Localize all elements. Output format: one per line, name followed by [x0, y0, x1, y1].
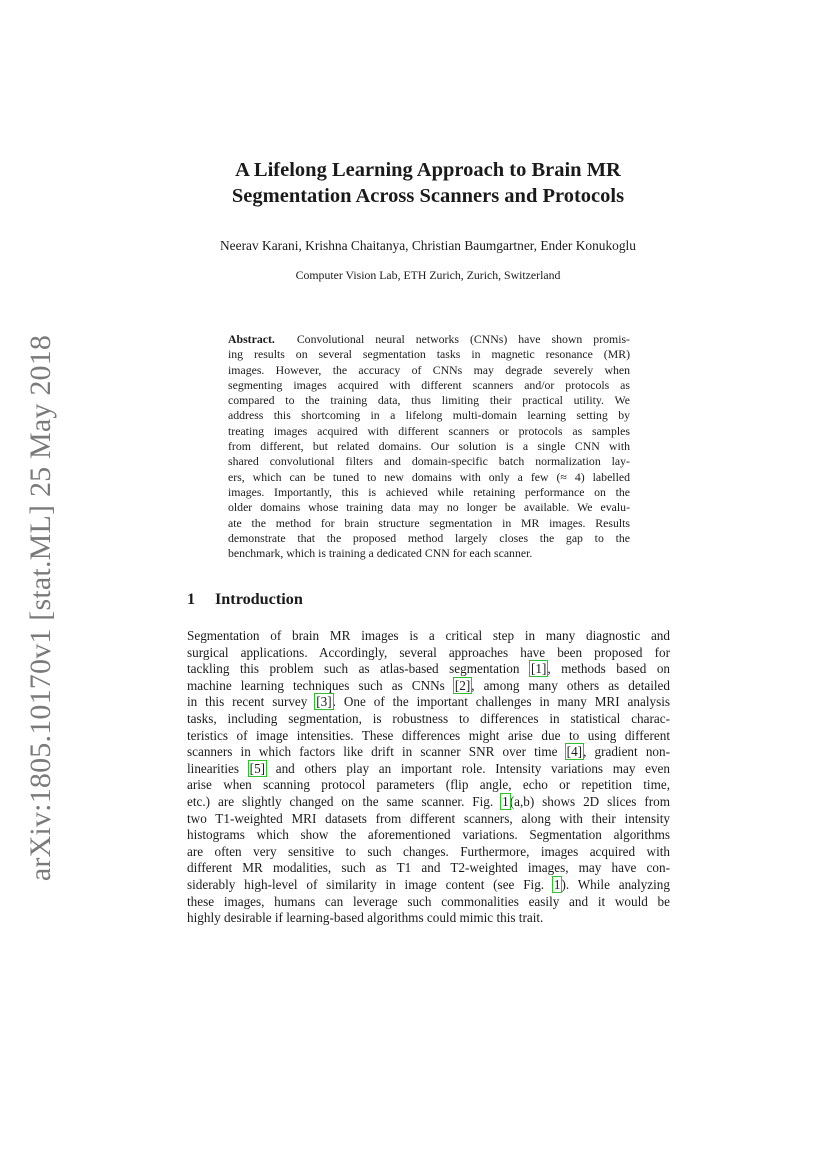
body-line: machine learning techniques such as CNNs [2], among many others as detailed [187, 677, 670, 693]
abstract-line: ing results on several segmentation tasks in magnetic resonance (MR) [228, 347, 630, 362]
body-line: different MR modalities, such as T1 and T2-weighted images, may have con- [187, 860, 670, 876]
citation-link[interactable]: [2] [454, 677, 471, 693]
arxiv-identifier: arXiv:1805.10170v1 [stat.ML] 25 May 2018 [24, 334, 57, 881]
body-line: histograms which show the aforementioned variations. Segmentation algorithms [187, 827, 670, 843]
abstract-line: images. However, the accuracy of CNNs may degrade severely when [228, 362, 630, 377]
figure-link[interactable]: 1 [553, 876, 561, 892]
abstract-line: Convolutional neural networks (CNNs) have shown promis- [296, 332, 630, 346]
section-number: 1 [187, 590, 196, 608]
abstract-line: segmenting images acquired with different scanners and/or protocols as [228, 377, 630, 392]
abstract [228, 332, 630, 561]
body-line: arise when scanning protocol parameters (flip angle, echo or repetition time, [187, 777, 670, 793]
body-line: siderably high-level of similarity in image content (see Fig. 1). While analyzing [187, 876, 670, 892]
body-line: these images, humans can leverage such commonalities easily and it would be [187, 893, 670, 909]
abstract-line: ers, which can be tuned to new domains with only a few (≈ 4) labelled [228, 469, 630, 484]
abstract-line: ate the method for brain structure segmentation in MR images. Results [228, 515, 630, 530]
affiliation: Computer Vision Lab, ETH Zurich, Zurich, Switzerland [295, 268, 561, 282]
abstract-keyword: Abstract. [228, 332, 275, 346]
body-line: in this recent survey [3]. One of the important challenges in many MRI analysis [187, 694, 671, 710]
paper-title [150, 157, 706, 209]
citation-link[interactable]: [1] [530, 661, 547, 677]
citation-link[interactable]: [5] [249, 760, 266, 776]
body-line: scanners in which factors like drift in scanner SNR over time [4], gradient non- [187, 744, 670, 760]
citation-link[interactable]: [4] [566, 744, 583, 760]
section-title: Introduction [215, 590, 303, 608]
section-heading [187, 590, 303, 609]
abstract-line: shared convolutional filters and domain-specific batch normalization lay- [228, 454, 630, 469]
body-line: two T1-weighted MRI datasets from different scanners, along with their intensity [187, 810, 670, 826]
abstract-line: images. Importantly, this is achieved while retaining performance on the [228, 484, 630, 499]
abstract-line: older domains whose training data may no longer be available. We evalu- [228, 500, 630, 515]
body-line: tackling this problem such as atlas-based segmentation [1], methods based on [187, 661, 671, 677]
abstract-line: compared to the training data, thus limiting their practical utility. We [228, 393, 630, 408]
abstract-line: demonstrate that the proposed method largely closes the gap to the [228, 530, 630, 545]
citation-link[interactable]: [3] [316, 694, 332, 710]
body-line: etc.) are slightly changed on the same scanner. Fig. 1(a,b) shows 2D slices from [187, 793, 670, 809]
author-list: Neerav Karani, Krishna Chaitanya, Christian Baumgartner, Ender Konukoglu [220, 238, 636, 253]
abstract-line: from different, but related domains. Our solution is a single CNN with [228, 439, 630, 454]
arxiv-sidebar-stamp [20, 334, 62, 881]
body-line: surgical applications. Accordingly, several approaches have been proposed for [187, 644, 670, 660]
body-line: teristics of image intensities. These differences might arise due to using different [187, 727, 670, 743]
abstract-line: treating images acquired with different scanners or protocols as samples [228, 423, 630, 438]
abstract-line: benchmark, which is training a dedicated CNN for each scanner. [228, 546, 533, 561]
title-line-1: A Lifelong Learning Approach to Brain MR [235, 159, 621, 181]
abstract-line: address this shortcoming in a lifelong multi-domain learning setting by [228, 408, 630, 423]
body-line: tasks, including segmentation, is robustness to differences in statistical charac- [187, 710, 670, 726]
body-line: linearities [5] and others play an important role. Intensity variations may even [187, 760, 670, 776]
body-line: highly desirable if learning-based algorithms could mimic this trait. [187, 910, 544, 926]
figure-link[interactable]: 1 [502, 793, 509, 809]
title-line-2: Segmentation Across Scanners and Protocols [231, 185, 625, 207]
body-line: are often very sensitive to such changes. Furthermore, images acquired with [187, 843, 670, 859]
introduction-paragraph [187, 628, 670, 927]
body-line: Segmentation of brain MR images is a critical step in many diagnostic and [187, 628, 670, 643]
